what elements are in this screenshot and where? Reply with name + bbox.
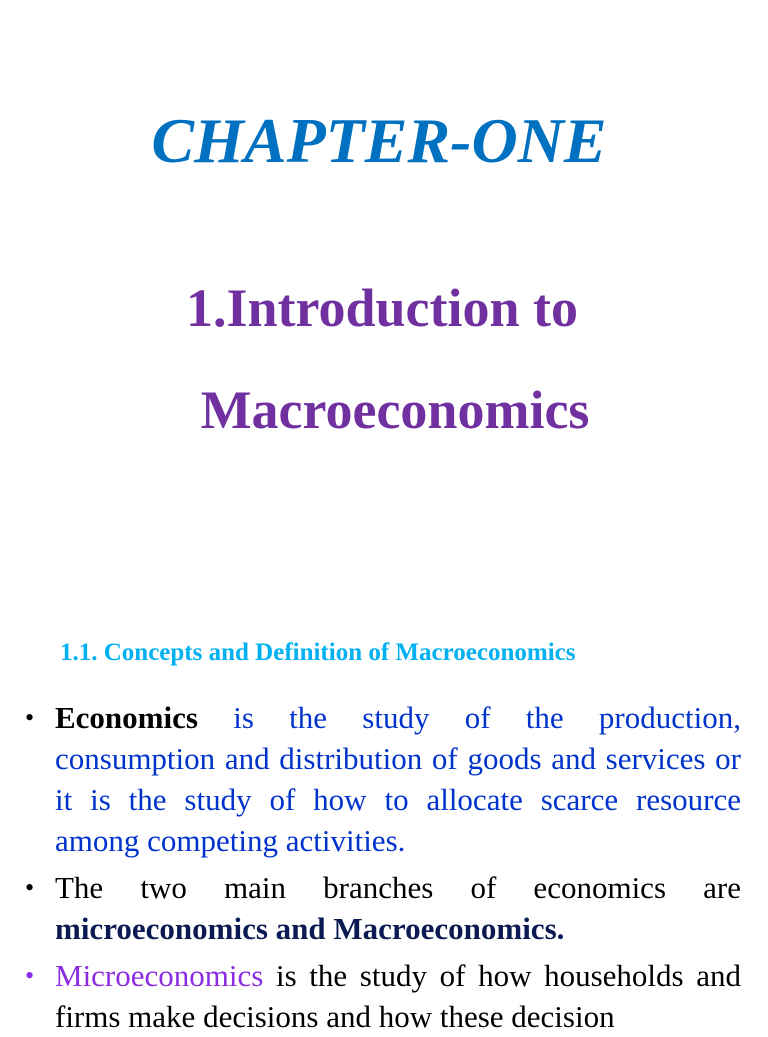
- bullet-microeconomics: [25, 955, 741, 1037]
- bullet-dot: •: [25, 961, 35, 990]
- term-microeconomics: Microeconomics: [55, 958, 264, 993]
- chapter-heading: CHAPTER-ONE: [151, 105, 607, 176]
- bullet-branches: [25, 867, 741, 949]
- title-line-2: Macroeconomics: [200, 380, 590, 440]
- branches-emphasis: microeconomics and Macroeconomics.: [55, 911, 565, 946]
- economics-definition-text: is the study of the production, consumption and distribution of goods and services or it is the study of how to allocate scarce resource among competing activities.: [55, 700, 741, 858]
- bullet-economics-definition: [25, 697, 741, 861]
- title-line-1: 1.Introduction to: [185, 278, 579, 338]
- bullet-dot: •: [25, 873, 35, 902]
- section-heading: 1.1. Concepts and Definition of Macroeconomics: [60, 639, 576, 666]
- term-economics: Economics: [55, 700, 198, 735]
- bullet-dot: •: [25, 703, 35, 732]
- microeconomics-definition-text: is the study of how households and firms make decisions and how these decision: [55, 958, 741, 1034]
- branches-text: The two main branches of economics are: [55, 870, 741, 905]
